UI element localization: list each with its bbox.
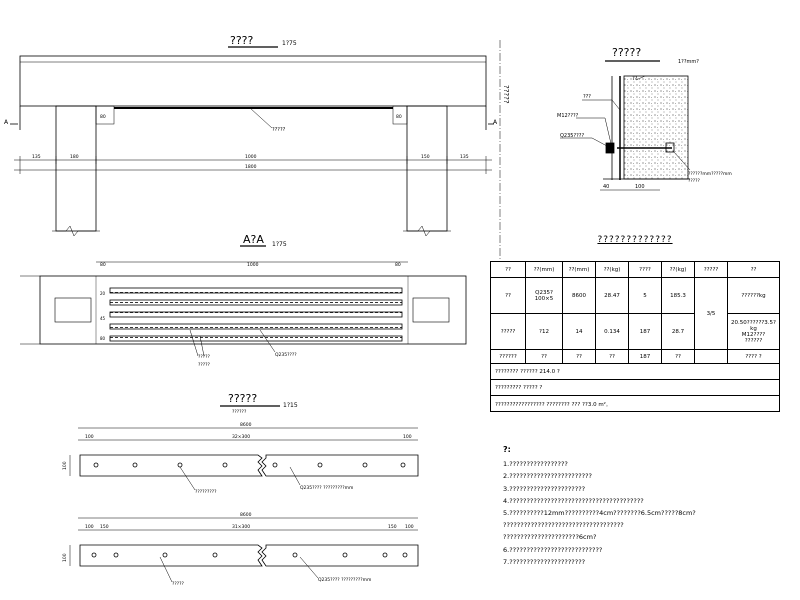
- note-line: ???????????????????????????????????: [503, 521, 624, 530]
- plan-title: A?A: [243, 233, 264, 246]
- plan-view: [20, 233, 466, 368]
- th-7: ?????: [695, 262, 728, 278]
- section-dim-40: 40: [603, 184, 610, 190]
- th-1: ??: [491, 262, 526, 278]
- strip2-callout-2: Q235???? ?????????mm: [318, 578, 372, 583]
- th-2: ??(mm): [526, 262, 563, 278]
- section-label-3: M12????: [557, 113, 579, 119]
- plan-left-dim-1: 20: [100, 291, 106, 296]
- strip-detail-1: [62, 392, 418, 495]
- strip1-callout-1: ?????????: [195, 490, 217, 495]
- th-3: ??(mm): [563, 262, 596, 278]
- cell: ??: [563, 350, 596, 364]
- strip1-side: 100: [63, 461, 68, 470]
- cell: ?12: [526, 314, 563, 350]
- table-summary-row: [491, 396, 780, 412]
- strip1-bolt-holes: [94, 463, 405, 467]
- table-row: [491, 278, 780, 314]
- elev-side-dim-right: 80: [396, 115, 402, 120]
- cell: ??: [491, 278, 526, 314]
- cell: ???? ?: [728, 350, 780, 364]
- strip2-bolt-holes: [92, 553, 407, 557]
- strip1-callout-2: Q235???? ?????????mm: [300, 486, 354, 491]
- elev-dim-1: 135: [32, 155, 41, 160]
- strip2-dim-total: 8600: [240, 513, 252, 518]
- elev-dim-total: 1800: [245, 165, 257, 170]
- cell: ??: [662, 350, 695, 364]
- cell: Q235? 100×5: [526, 278, 563, 314]
- section-label-2: ???: [583, 94, 591, 100]
- th-4: ??(kg): [596, 262, 629, 278]
- strip2-side: 100: [63, 553, 68, 562]
- section-detail: [557, 46, 732, 190]
- strip-title: ?????: [228, 392, 258, 405]
- table-title: ?????????????: [597, 235, 673, 245]
- note-line: 6.???????????????????????????: [503, 545, 603, 554]
- cell: 5: [629, 278, 662, 314]
- table-row: [491, 350, 780, 364]
- strip2-callout-1: ?????: [172, 582, 184, 587]
- table-summary-row: [491, 380, 780, 396]
- elevation-title: ????: [230, 34, 254, 47]
- cell: [695, 350, 728, 364]
- cell: ??????: [491, 350, 526, 364]
- note-line: 4.???????????????????????????????????????: [503, 496, 644, 505]
- table-summary-row: [491, 364, 780, 380]
- strip-detail-2: [62, 512, 418, 587]
- note-line: 2.????????????????????????: [503, 472, 593, 481]
- strip1-dim-left: 100: [85, 435, 94, 440]
- notes-heading: ?:: [503, 445, 511, 454]
- cell: 8600: [563, 278, 596, 314]
- elevation-callout: ?????: [272, 127, 286, 133]
- section-mark-right: A: [493, 119, 498, 126]
- strip2-dim-right1: 150: [388, 525, 397, 530]
- cell: ??: [596, 350, 629, 364]
- notes-block: [503, 444, 793, 568]
- plan-scale: 1?75: [272, 241, 287, 248]
- plan-dim-3: 80: [395, 263, 401, 268]
- note-line: ??????????????????????6cm?: [503, 533, 597, 542]
- cell: 0.134: [596, 314, 629, 350]
- plan-steel-strips: [110, 288, 402, 341]
- note-line: 5.??????????12mm??????????4cm????????6.5cm?????8cm?: [503, 509, 696, 518]
- table-row: [491, 314, 780, 350]
- cell: ?????: [491, 314, 526, 350]
- elev-dim-5: 135: [460, 155, 469, 160]
- strip2-dim-inner: 31×300: [232, 525, 251, 530]
- note-line: 3.??????????????????????: [503, 484, 586, 493]
- strip-scale: 1?15: [283, 402, 298, 409]
- plan-left-dim-2: 45: [100, 316, 106, 321]
- strip1-dim-total: 8600: [240, 423, 252, 428]
- strip1-dim-inner: 32×300: [232, 435, 251, 440]
- section-scale: 1??mm?: [678, 59, 699, 65]
- strip-subtitle: ??????: [232, 410, 247, 415]
- section-label-1: ??: [632, 76, 638, 82]
- note-line: 1.?????????????????: [503, 460, 568, 469]
- cell: 28.47: [596, 278, 629, 314]
- th-6: ??(kg): [662, 262, 695, 278]
- strip2-dim-left1: 100: [85, 525, 94, 530]
- summary-1: ???????? ?????? 214.0 ?: [491, 364, 780, 380]
- summary-2: ????????? ????? ?: [491, 380, 780, 396]
- cell: 187: [629, 314, 662, 350]
- elev-dim-2: 180: [70, 155, 79, 160]
- cell: 187: [629, 350, 662, 364]
- center-line-label: ?????: [502, 85, 510, 104]
- summary-3: ????????????????? ???????? ??? ??3.0 m²。: [491, 396, 780, 412]
- plan-left-dim-3: 80: [100, 336, 106, 341]
- elevation-scale: 1?75: [282, 40, 297, 47]
- section-mark-left: A: [4, 119, 9, 126]
- strip1-dim-right: 100: [403, 435, 412, 440]
- th-8: ??: [728, 262, 780, 278]
- plan-dim-2: 1000: [247, 263, 259, 268]
- section-dim-100: 100: [635, 184, 645, 190]
- cell: 185.3: [662, 278, 695, 314]
- plan-callout-2: ?????: [198, 363, 210, 368]
- note-line: 7.??????????????????????: [503, 557, 586, 566]
- table-header-row: [491, 262, 780, 278]
- strip2-dim-right2: 100: [405, 525, 414, 530]
- cell: ??: [526, 350, 563, 364]
- section-label-4: Q235????: [560, 133, 585, 139]
- cell: 14: [563, 314, 596, 350]
- th-5: ????: [629, 262, 662, 278]
- elev-side-dim-left: 80: [100, 115, 106, 120]
- strip2-dim-left2: 150: [100, 525, 109, 530]
- plan-callout-1: ?????: [198, 355, 210, 360]
- cell: 20.50??????3.5?kg M12???? ??????: [728, 314, 780, 350]
- cell: 28.7: [662, 314, 695, 350]
- plan-dim-1: 80: [100, 263, 106, 268]
- material-table: [490, 261, 780, 412]
- elev-dim-3: 1000: [245, 155, 257, 160]
- section-label-5: ??????mm?????mm: [688, 172, 732, 177]
- elevation-view: [4, 34, 510, 260]
- cell-merged: 3/5: [695, 278, 728, 350]
- section-title: ?????: [612, 46, 642, 59]
- elev-dim-4: 150: [421, 155, 430, 160]
- plan-callout-3: Q235????: [275, 353, 297, 358]
- section-label-6: ?????: [688, 179, 700, 184]
- concrete-block: [624, 76, 688, 179]
- cell: ??????kg: [728, 278, 780, 314]
